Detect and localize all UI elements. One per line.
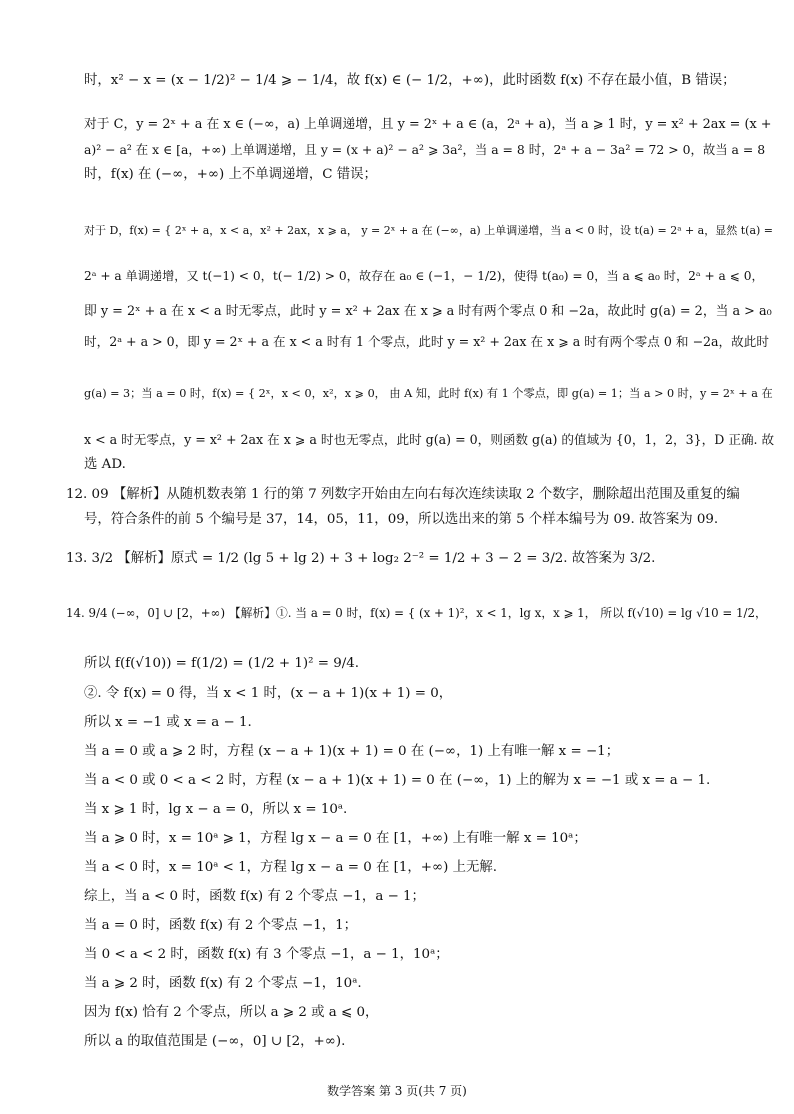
text-line-3: a)² − a² 在 x ∈ [a，+∞) 上单调递增，且 y = (x + a)² − a² ⩾ 3a²，当 a = 8 时，2ᵃ + a − 3a² = 72 > 0，故当 a = 8 xyxy=(84,142,766,157)
answer-14-line-3: ②. 令 f(x) = 0 得，当 x < 1 时，(x − a + 1)(x + 1) = 0， xyxy=(84,686,453,701)
text-line-7: 即 y = 2ˣ + a 在 x < a 时无零点，此时 y = x² + 2ax 在 x ⩾ a 时有两个零点 0 和 −2a，故此时 g(a) = 2，当 a > a₀ xyxy=(84,304,772,319)
text-line-9: g(a) = 3；当 a = 0 时，f(x) = { 2ˣ，x < 0，x²，x ⩾ 0， 由 A 知，此时 f(x) 有 1 个零点，即 g(a) = 1；当 a > 0 时，y = 2ˣ + a 在 xyxy=(84,387,773,400)
text-line-2: 对于 C，y = 2ˣ + a 在 x ∈ (−∞，a) 上单调递增，且 y = 2ˣ + a ∈ (a，2ᵃ + a)，当 a ⩾ 1 时，y = x² + 2ax = (x + xyxy=(84,117,772,132)
answer-14-line-8: 当 a ⩾ 0 时，x = 10ᵃ ⩾ 1，方程 lg x − a = 0 在 [1，+∞) 上有唯一解 x = 10ᵃ； xyxy=(84,831,587,846)
answer-14-line-11: 当 a = 0 时，函数 f(x) 有 2 个零点 −1，1； xyxy=(84,918,358,933)
text-line-11: 选 AD. xyxy=(84,457,126,472)
answer-14-line-2: 所以 f(f(√10)) = f(1/2) = (1/2 + 1)² = 9/4. xyxy=(84,656,359,671)
answer-14-line-6: 当 a < 0 或 0 < a < 2 时，方程 (x − a + 1)(x + 1) = 0 在 (−∞，1) 上的解为 x = −1 或 x = a − 1. xyxy=(84,773,711,788)
text-line-6: 2ᵃ + a 单调递增，又 t(−1) < 0，t(− 1/2) > 0，故存在 a₀ ∈ (−1，− 1/2)，使得 t(a₀) = 0，当 a ⩽ a₀ 时，2ᵃ + a ⩽ 0， xyxy=(84,269,764,283)
answer-14-line-9: 当 a < 0 时，x = 10ᵃ < 1，方程 lg x − a = 0 在 [1，+∞) 上无解. xyxy=(84,860,498,875)
answer-14-line-12: 当 0 < a < 2 时，函数 f(x) 有 3 个零点 −1，a − 1，10ᵃ； xyxy=(84,947,449,962)
answer-12-line-1: 12. 09 【解析】从随机数表第 1 行的第 7 列数字开始由左向右每次连续读取 2 个数字，删除超出范围及重复的编 xyxy=(66,487,740,502)
answer-14-line-15: 所以 a 的取值范围是 (−∞，0] ∪ [2，+∞). xyxy=(84,1034,346,1049)
answer-14-line-1: 14. 9/4 (−∞，0] ∪ [2，+∞) 【解析】①. 当 a = 0 时，f(x) = { (x + 1)²，x < 1，lg x，x ⩾ 1， 所以 f(√10) = lg √10 = 1/2， xyxy=(66,606,767,620)
answer-14-line-4: 所以 x = −1 或 x = a − 1. xyxy=(84,715,252,730)
text-line-4: 时，f(x) 在 (−∞，+∞) 上不单调递增，C 错误； xyxy=(84,167,377,182)
text-line-10: x < a 时无零点，y = x² + 2ax 在 x ⩾ a 时也无零点，此时 g(a) = 0，则函数 g(a) 的值域为 {0，1，2，3}，D 正确. 故 xyxy=(84,432,775,447)
answer-14-line-14: 因为 f(x) 恰有 2 个零点，所以 a ⩾ 2 或 a ⩽ 0， xyxy=(84,1005,379,1020)
page-footer: 数学答案 第 3 页(共 7 页) xyxy=(327,1084,467,1098)
answer-14-line-7: 当 x ⩾ 1 时，lg x − a = 0，所以 x = 10ᵃ. xyxy=(84,802,348,817)
answer-12-line-2: 号，符合条件的前 5 个编号是 37，14，05，11，09，所以选出来的第 5 个样本编号为 09. 故答案为 09. xyxy=(84,512,719,527)
text-line-8: 时，2ᵃ + a > 0，即 y = 2ˣ + a 在 x < a 时有 1 个零点，此时 y = x² + 2ax 在 x ⩾ a 时有两个零点 0 和 −2a，故此时 xyxy=(84,334,769,349)
text-line-5: 对于 D，f(x) = { 2ˣ + a，x < a，x² + 2ax，x ⩾ a， y = 2ˣ + a 在 (−∞，a) 上单调递增，当 a < 0 时，设 t(a) = 2ᵃ + a，显然 t(a) = xyxy=(84,224,774,237)
text-line-1: 时，x² − x = (x − 1/2)² − 1/4 ⩾ − 1/4，故 f(x) ∈ (− 1/2，+∞)，此时函数 f(x) 不存在最小值，B 错误； xyxy=(84,73,736,88)
answer-14-line-5: 当 a = 0 或 a ⩾ 2 时，方程 (x − a + 1)(x + 1) = 0 在 (−∞，1) 上有唯一解 x = −1； xyxy=(84,744,620,759)
answer-14-line-13: 当 a ⩾ 2 时，函数 f(x) 有 2 个零点 −1，10ᵃ. xyxy=(84,976,362,991)
answer-14-line-10: 综上，当 a < 0 时，函数 f(x) 有 2 个零点 −1，a − 1； xyxy=(84,889,425,904)
answer-13: 13. 3/2 【解析】原式 = 1/2 (lg 5 + lg 2) + 3 + log₂ 2⁻² = 1/2 + 3 − 2 = 3/2. 故答案为 3/2. xyxy=(66,551,656,566)
